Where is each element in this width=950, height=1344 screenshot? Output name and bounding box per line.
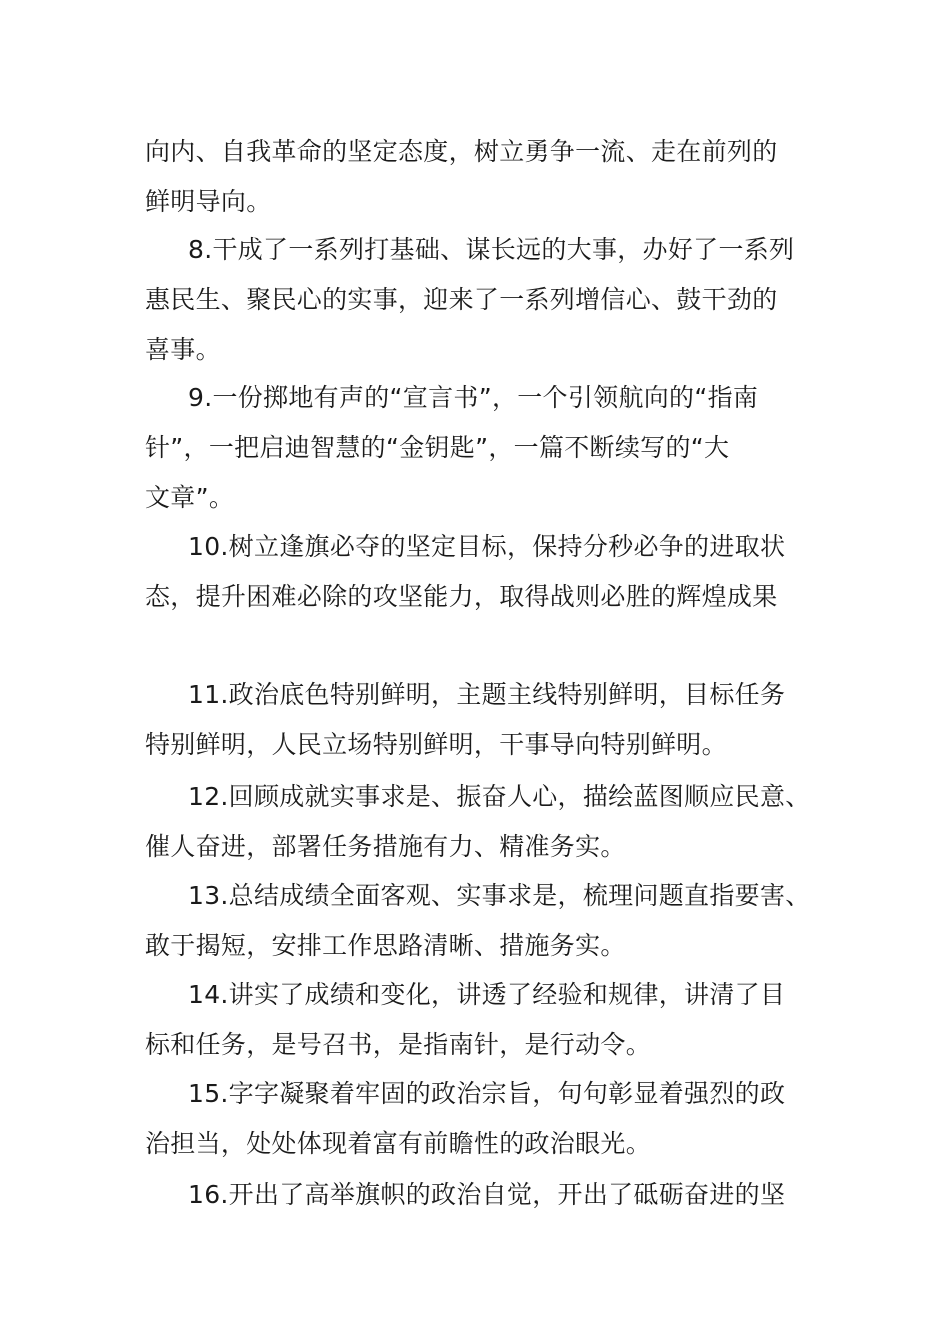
list-item-10-line: 10.树立逢旗必夺的坚定目标，保持分秒必争的进取状 xyxy=(188,532,786,561)
text-line: 鲜明导向。 xyxy=(145,187,272,216)
list-item-12-line: 12.回顾成就实事求是、振奋人心，描绘蓝图顺应民意、 xyxy=(188,782,811,811)
text-line: 治担当，处处体现着富有前瞻性的政治眼光。 xyxy=(145,1129,652,1158)
list-item-8-line: 8.干成了一系列打基础、谋长远的大事，办好了一系列 xyxy=(188,235,795,264)
text-line: 标和任务，是号召书，是指南针，是行动令。 xyxy=(145,1030,652,1059)
list-item-9-line: 9.一份掷地有声的“宣言书”，一个引领航向的“指南 xyxy=(188,383,759,412)
text-line: 催人奋进，部署任务措施有力、精准务实。 xyxy=(145,832,626,861)
list-item-11-line: 11.政治底色特别鲜明，主题主线特别鲜明，目标任务 xyxy=(188,680,786,709)
text-line: 敢于揭短，安排工作思路清晰、措施务实。 xyxy=(145,931,626,960)
text-line: 特别鲜明，人民立场特别鲜明，干事导向特别鲜明。 xyxy=(145,730,727,759)
text-line: 态，提升困难必除的攻坚能力，取得战则必胜的辉煌成果 xyxy=(145,582,778,611)
text-line: 针”，一把启迪智慧的“金钥匙”，一篇不断续写的“大 xyxy=(145,433,730,462)
text-line: 喜事。 xyxy=(145,335,221,364)
list-item-16-line: 16.开出了高举旗帜的政治自觉，开出了砥砺奋进的坚 xyxy=(188,1180,786,1209)
text-line: 惠民生、聚民心的实事，迎来了一系列增信心、鼓干劲的 xyxy=(145,285,778,314)
text-line: 文章”。 xyxy=(145,483,235,512)
list-item-13-line: 13.总结成绩全面客观、实事求是，梳理问题直指要害、 xyxy=(188,881,811,910)
list-item-14-line: 14.讲实了成绩和变化，讲透了经验和规律，讲清了目 xyxy=(188,980,786,1009)
text-line: 向内、自我革命的坚定态度，树立勇争一流、走在前列的 xyxy=(145,137,778,166)
list-item-15-line: 15.字字凝聚着牢固的政治宗旨，句句彰显着强烈的政 xyxy=(188,1079,786,1108)
